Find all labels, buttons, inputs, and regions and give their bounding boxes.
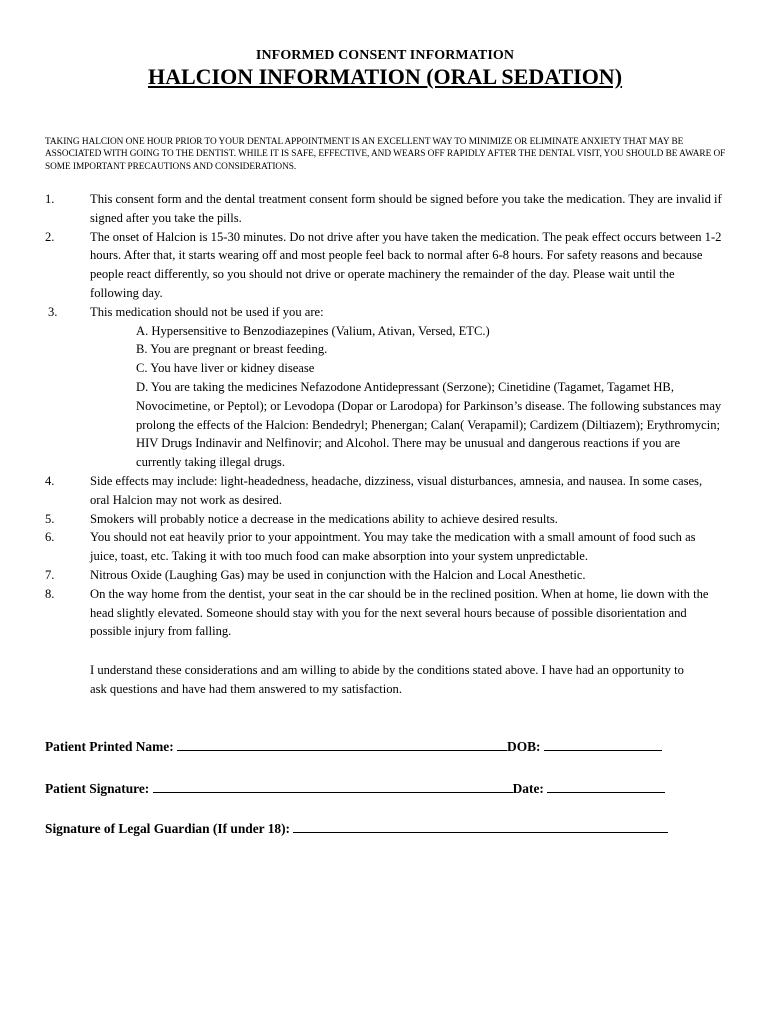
signature-label: Patient Signature: — [45, 781, 150, 796]
printed-name-row — [45, 738, 662, 755]
date-field[interactable] — [547, 780, 665, 793]
printed-name-label: Patient Printed Name: — [45, 739, 174, 754]
item-number: 5. — [45, 511, 55, 526]
signature-field[interactable] — [153, 780, 513, 793]
item-text: This medication should not be used if you are: — [90, 304, 324, 319]
list-item — [0, 566, 770, 585]
item-number: 6. — [45, 530, 55, 545]
list-item — [0, 510, 770, 529]
sub-item: C. You have liver or kidney disease — [136, 361, 315, 376]
list-item — [0, 190, 770, 228]
printed-name-field[interactable] — [177, 738, 507, 751]
date-label: Date: — [512, 781, 544, 796]
acknowledgement-paragraph: I understand these considerations and am willing to abide by the conditions stated above. I have had an opportunity to ask questions and have had them answered to my satisfaction. — [90, 663, 684, 696]
item-number: 4. — [45, 473, 55, 488]
item-number: 1. — [45, 192, 55, 206]
item-text: This consent form and the dental treatment consent form should be signed before you take the medication. They are invalid if signed after you take the pills. — [90, 192, 722, 225]
form-subtitle: INFORMED CONSENT INFORMATION — [255, 48, 515, 63]
guardian-signature-field[interactable] — [293, 820, 668, 833]
item-text: Nitrous Oxide (Laughing Gas) may be used in conjunction with the Halcion and Local Anesthetic. — [90, 567, 586, 582]
list-item — [0, 585, 770, 641]
list-item — [0, 528, 770, 566]
sub-item: A. Hypersensitive to Benzodiazepines (Valium, Ativan, Versed, ETC.) — [136, 323, 490, 338]
item-text: Side effects may include: light-headedness, headache, dizziness, visual disturbances, amnesia, and nausea. In some cases, oral Halcion may not work as desired. — [90, 473, 703, 507]
sub-item: B. You are pregnant or breast feeding. — [136, 342, 328, 357]
item-number: 3. — [48, 304, 58, 319]
form-title: HALCION INFORMATION (ORAL SEDATION) — [147, 64, 623, 89]
intro-paragraph: TAKING HALCION ONE HOUR PRIOR TO YOUR DENTAL APPOINTMENT IS AN EXCELLENT WAY TO MINIMIZE OR ELIMINATE ANXIETY THAT MAY BE ASSOCIATED WITH GOING TO THE DENTIST. WHILE IT IS SAFE, EFFECTIVE, AND WEARS OFF RAPIDLY AFTER THE DENTAL VISIT, YOU SHOULD BE AWARE OF SOME IMPORTANT PRECAUTIONS AND CONSIDERATIONS. — [45, 137, 726, 172]
item-number: 8. — [45, 586, 55, 601]
patient-signature-row — [45, 780, 665, 797]
guardian-signature-row — [45, 820, 668, 837]
sub-item: D. You are taking the medicines Nefazodone Antidepressant (Serzone); Cinetidine (Tagamet, Tagamet HB, Novocimetine, or Peptol); or Levodopa (Dopar or Larodopa) for Parkinson’s disease. The following substances may prolong the effects of the Halcion: Bendedryl; Phenergan; Calan( Verapamil); Cardizem (Diltiazem); Erythromycin; HIV Drugs Indinavir and Nelfinovir; and Alcohol. There may be unusual and dangerous reactions if you are currently taking illegal drugs. — [136, 379, 722, 470]
item-text: Smokers will probably notice a decrease in the medications ability to achieve desired results. — [90, 511, 558, 526]
item-number: 2. — [45, 229, 55, 244]
item-text: The onset of Halcion is 15-30 minutes. Do not drive after you have taken the medication. The peak effect occurs between 1-2 hours. After that, it starts wearing off and most people feel back to normal after 6-8 hours. For safety reasons and because people react differently, so you should not drive or operate machinery the remainder of the day. Please wait until the following day. — [90, 229, 722, 300]
dob-label: DOB: — [507, 739, 541, 754]
list-item — [0, 303, 770, 472]
list-item — [0, 228, 770, 303]
item-number: 7. — [45, 567, 55, 582]
consent-list — [0, 190, 770, 641]
item-text: On the way home from the dentist, your seat in the car should be in the reclined position. When at home, lie down with the head slightly elevated. Someone should stay with you for the next several hours because of possible disorientation and possible injury from falling. — [90, 586, 709, 639]
item-text: You should not eat heavily prior to your appointment. You may take the medication with a small amount of food such as juice, toast, etc. Taking it with too much food can make absorption into your system unpredictable. — [90, 530, 696, 564]
guardian-label: Signature of Legal Guardian (If under 18): — [45, 821, 291, 836]
list-item — [0, 472, 770, 510]
dob-field[interactable] — [544, 738, 662, 751]
